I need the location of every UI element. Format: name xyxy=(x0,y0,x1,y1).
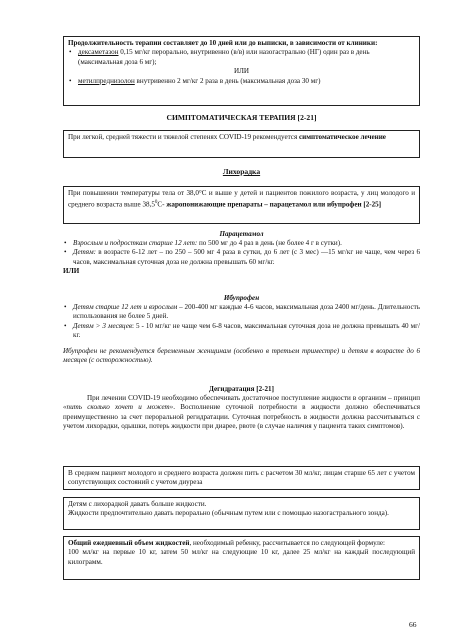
or-label: ИЛИ xyxy=(233,67,250,76)
age-group: Детям: xyxy=(73,248,96,257)
dehydration-section xyxy=(63,385,420,431)
paracetamol-heading: Парацетамол xyxy=(219,230,264,238)
dehydration-heading: Дегидратация [2-21] xyxy=(209,385,274,393)
age-group: Детям старше 12 лет и взрослым xyxy=(73,303,178,312)
bullet-icon: • xyxy=(64,239,67,248)
bullet-icon: • xyxy=(64,248,67,257)
children-fluid-line1: Детям с лихорадкой давать больше жидкости. xyxy=(68,500,207,508)
ibuprofen-heading: Ибупрофен xyxy=(223,294,260,302)
bullet-icon: • xyxy=(64,321,67,330)
principle-quote: «пить сколько хочет и может» xyxy=(63,403,174,412)
antipyretic-drugs: жаропонижающие препараты – парацетамол или ибупрофен [2-25] xyxy=(166,200,382,209)
bullet-icon: • xyxy=(64,303,67,312)
symptomatic-therapy-heading: СИМПТОМАТИЧЕСКАЯ ТЕРАПИЯ [2-21] xyxy=(166,113,317,122)
adult-fluid-box xyxy=(63,466,420,490)
dehydration-paragraph xyxy=(63,394,420,431)
list-item xyxy=(64,303,420,321)
volume-text: , необходимый ребенку, рассчитывается по следующей формуле: xyxy=(189,539,386,547)
volume-bold: Общий ежедневный объем жидкостей xyxy=(68,539,190,547)
page-number: 66 xyxy=(409,620,417,629)
dosage: – 200-400 мг каждые 4-6 часов, максимальная доза 2400 мг/день. Длительность использования не более 5 дней. xyxy=(73,303,420,321)
children-fluid-box xyxy=(63,497,420,530)
bullet-icon: • xyxy=(69,76,72,85)
recommendation-bold: симптоматическое лечение xyxy=(298,133,386,141)
daily-volume-box xyxy=(63,536,420,580)
fever-heading: Лихорадка xyxy=(222,167,261,176)
symptomatic-therapy-box xyxy=(63,130,420,158)
corticosteroid-list-2 xyxy=(68,77,415,86)
therapy-duration-box xyxy=(63,36,420,106)
dosage: по 500 мг до 4 раз в день (не более 4 г в сутки). xyxy=(197,239,342,248)
or-label: ИЛИ xyxy=(63,266,80,275)
list-item xyxy=(69,48,415,67)
list-item xyxy=(64,248,420,266)
paragraph-text: При лечении COVID-19 необходимо обеспечивать достаточное поступление жидкости в организм – принцип xyxy=(87,394,420,403)
ibuprofen-section xyxy=(63,294,420,365)
age-group: Взрослым и подросткам старше 12 лет: xyxy=(73,239,198,248)
volume-formula: 100 мл/кг на первые 10 кг, затем 50 мл/кг на следующие 10 кг, далее 25 мл/кг на каждый последующий килограмм. xyxy=(68,548,415,566)
therapy-duration-title: Продолжительность терапии составляет до 10 дней или до выписки, в зависимости от клиники: xyxy=(68,39,378,47)
fever-text: При повышении температуры тела от 38,0°С и выше у детей и пациентов пожилого возраста, у лиц молодого и среднего возраста выше 38,5 xyxy=(68,189,415,209)
dosage: : 5 - 10 мг/кг не чаще чем 6-8 часов, максимальная суточная доза не должна превышать 40 мг/кг. xyxy=(73,321,420,339)
drug-name: дексаметазон xyxy=(78,48,119,57)
fever-box xyxy=(63,186,420,224)
children-fluid-line2: Жидкости предпочтительно давать перорально (обычным путем или с помощью назогастрального зонда). xyxy=(68,509,389,518)
paragraph-text-2: . Восполнение суточной потребности в жидкости должно обеспечиваться преимущественно за счет пероральной регидратации. Суточная потребность в жидкости должна рассчитываться с учетом лихорадки, одышки, потерь жидкости при диарее, рвоте (в случае наличия у пациента таких симптомов). xyxy=(63,403,421,430)
paracetamol-section xyxy=(63,230,420,276)
ibuprofen-list xyxy=(63,303,420,340)
corticosteroid-list xyxy=(68,48,415,67)
list-item xyxy=(64,321,420,340)
degree-sup: 0 xyxy=(154,200,158,206)
bullet-icon: • xyxy=(69,48,72,57)
list-item xyxy=(69,76,415,86)
age-group: Детям > 3 месяцев xyxy=(73,321,132,330)
recommendation-text: При легкой, средней тяжести и тяжелой степенях COVID-19 рекомендуется xyxy=(68,133,299,141)
adult-fluid-text: В среднем пациент молодого и среднего возраста должен пить с расчетом 30 мл/кг, лицам старше 65 лет с учетом сопутствующих состояний с учетом диуреза xyxy=(68,469,415,487)
fever-text-unit: С- xyxy=(157,200,167,209)
drug-name: метилпреднизолон xyxy=(78,76,135,85)
list-item xyxy=(64,239,420,248)
drug-dosage: 0,15 мг/кг перорально, внутривенно (в/в) или назогастрально (НГ) один раз в день (максимальная доза 6 мг); xyxy=(78,48,370,66)
paracetamol-list xyxy=(63,239,420,267)
drug-dosage: внутривенно 2 мг/кг 2 раза в день (максимальная доза 30 мг) xyxy=(134,76,321,85)
dosage: в возрасте 6-12 лет – по 250 – 500 мг 4 раза в сутки, до 6 лет (с 3 мес) —15 мг/кг не чаще, чем через 6 часов, максимальная суточная доза не должна превышать 60 мг/кг. xyxy=(73,248,420,266)
ibuprofen-warning: Ибупрофен не рекомендуется беременным женщинам (особенно в третьем триместре) и детям в возрасте до 6 месяцев (с осторожностью). xyxy=(63,347,420,365)
